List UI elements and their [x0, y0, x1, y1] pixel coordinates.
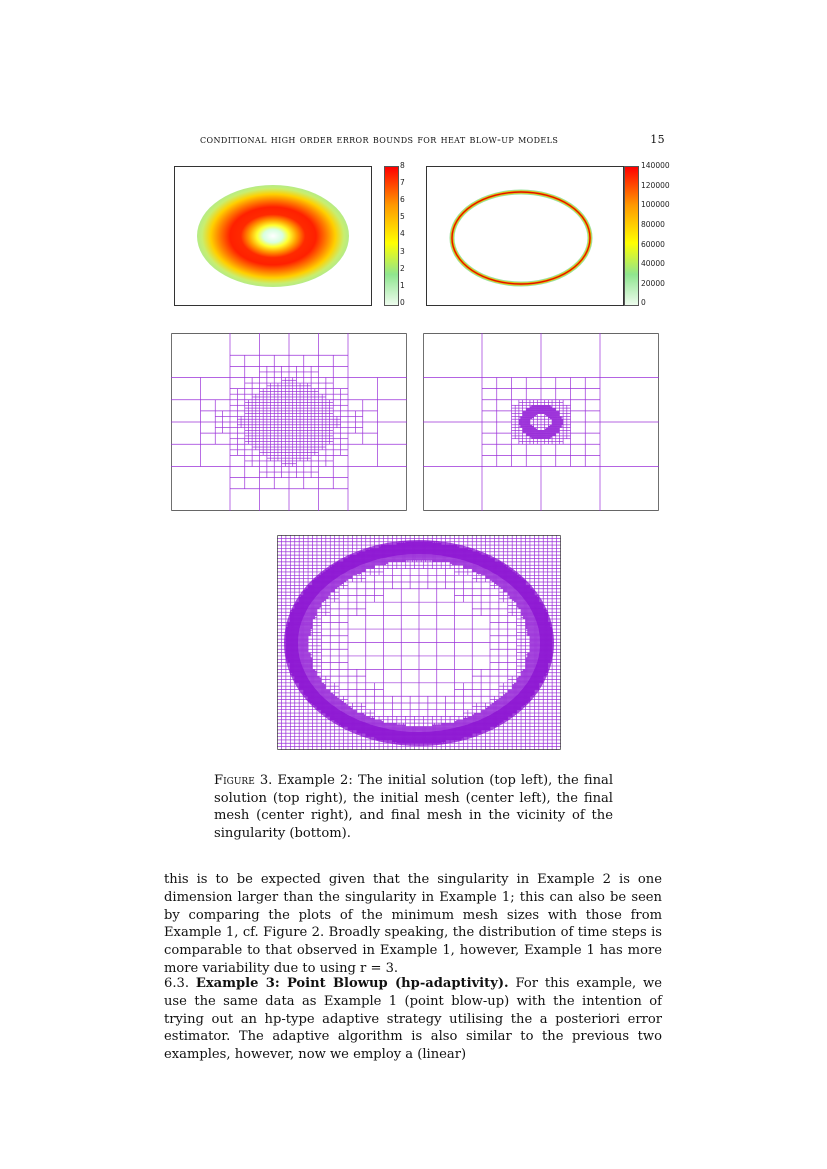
initial-solution-ring [197, 185, 349, 287]
tick-label: 60000 [641, 240, 665, 249]
tick-label: 6 [400, 195, 405, 204]
tick-label: 2 [400, 264, 405, 273]
final-mesh-plot [423, 333, 659, 511]
running-header [200, 133, 665, 146]
running-title: conditional high order error bounds for heat blow-up models [200, 133, 559, 146]
page-number: 15 [650, 133, 665, 146]
final-solution-ring-svg [427, 167, 623, 305]
tick-label: 120000 [641, 181, 670, 190]
tick-label: 7 [400, 178, 405, 187]
tick-label: 3 [400, 247, 405, 256]
final-solution-frame [426, 166, 624, 306]
colorbar-right [624, 166, 639, 306]
tick-label: 0 [641, 298, 646, 307]
tick-label: 100000 [641, 200, 670, 209]
tick-label: 40000 [641, 259, 665, 268]
initial-mesh-plot [171, 333, 407, 511]
final-mesh-zoom-plot [277, 535, 561, 750]
tick-label: 4 [400, 229, 405, 238]
colorbar-left [384, 166, 399, 306]
tick-label: 5 [400, 212, 405, 221]
tick-label: 0 [400, 298, 405, 307]
tick-label: 20000 [641, 279, 665, 288]
tick-label: 8 [400, 161, 405, 170]
ring-red [452, 192, 590, 284]
initial-solution-frame [174, 166, 372, 306]
tick-label: 1 [400, 281, 405, 290]
tick-label: 80000 [641, 220, 665, 229]
tick-label: 140000 [641, 161, 670, 170]
